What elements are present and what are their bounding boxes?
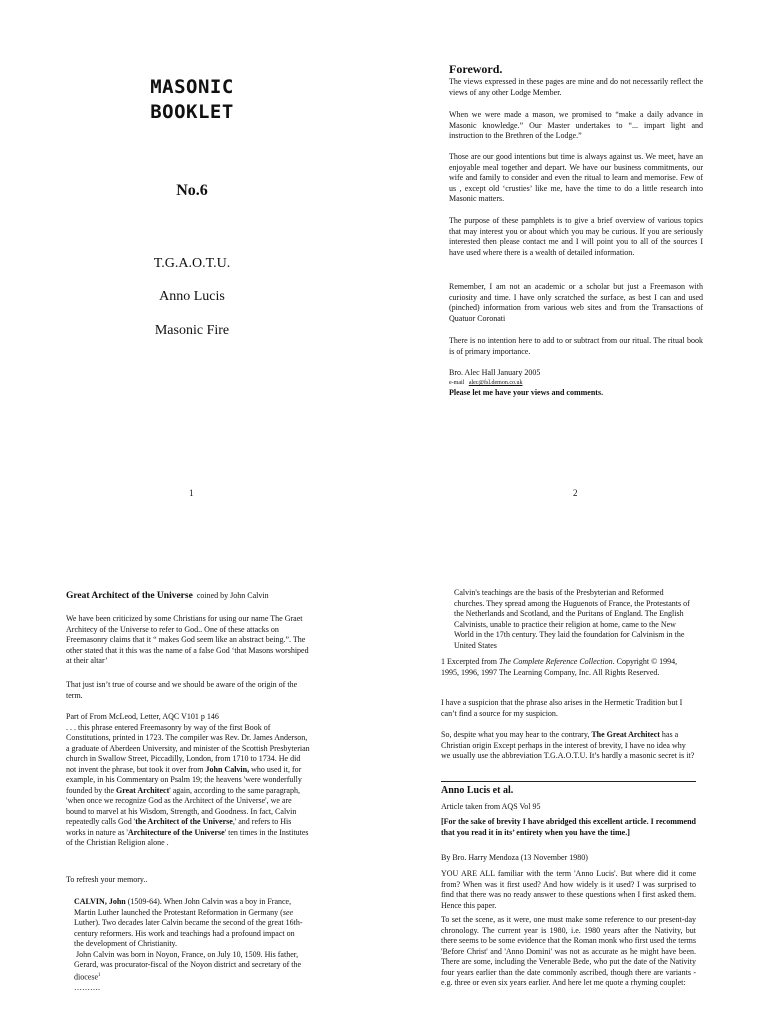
foreword-paragraph: Remember, I am not an academic or a scholar but just a Freemason with curiosity and time. I have only scratched the surface, as best I can and used (pinched) information from various web sites and from the Transactions of Quatuor Coronati — [449, 282, 703, 323]
booklet-title-line-1: MASONIC — [150, 76, 234, 98]
foreword-paragraph: The views expressed in these pages are mine and do not necessarily reflect the views of any other Lodge Member. — [449, 77, 703, 97]
closing-request: Please let me have your views and comments. — [449, 388, 604, 397]
foreword-paragraph: There is no intention here to add to or subtract from our ritual. The ritual book is of primary importance. — [449, 336, 703, 356]
section-divider — [441, 781, 696, 782]
paragraph-chronology: To set the scene, as it were, one must make some reference to our present-day chronology. The current year is 1980, i.e. 1980 years after the Nativity, but there seems to be some evidence that the Roman monk who first used the terms 'Before Christ' and 'Anno Domini' was not as accurate as he might have been. There are some, including the Venerable Bede, who put the date of the Nativity four years earlier than the date commonly ascribed, though there are variants - e.g. three or even six years earlier. And here let me quote a rhyming couplet: — [441, 915, 696, 987]
topic-anno-lucis: Anno Lucis — [159, 289, 225, 304]
heading-note: coined by John Calvin — [196, 591, 269, 600]
foreword-paragraph: Those are our good intentions but time is always against us. We meet, have an enjoyable meal together and depart. We have our business commitments, our wife and family to consider and even the ritual to learn and memorise. Few of us , except old ‘crusties’ like me, have the time to do a little research into Masonic matters. — [449, 152, 703, 203]
foreword-heading: Foreword. — [449, 62, 503, 76]
email-label: e-mail — [449, 380, 465, 386]
calvin-continued: Calvin's teachings are the basis of the Presbyterian and Reformed churches. They spread among the Huguenots of France, the Protestants of the Netherlands and Scotland, and the Puritans of England. The English Calvinists, unable to practice their religion at home, came to the New World in the 17th century. They laid the foundation for Calvinism in the United States — [454, 588, 690, 650]
paragraph-origin: That just isn’t true of course and we should be aware of the origin of the term. — [66, 680, 298, 700]
page-1-cover — [0, 0, 384, 512]
foreword-paragraph: The purpose of these pamphlets is to give a brief overview of various topics that may interest you or about which you may be curious. If you are seriously interested then please contact me and I will point you to all of the sources I have used where there is a wealth of detailed information. — [449, 216, 703, 257]
page-4-anno-lucis — [384, 512, 768, 1024]
heading-great-architect: Great Architect of the Universe — [66, 591, 193, 601]
refresh-memory: To refresh your memory.. — [66, 875, 148, 884]
signature: Bro. Alec Hall January 2005 — [449, 368, 541, 377]
paragraph-suspicion: I have a suspicion that the phrase also arises in the Hermetic Tradition but I can’t find a source for my suspicion. — [441, 698, 683, 718]
booklet-number: No.6 — [176, 182, 208, 199]
paragraph-mcleod: Part of From McLeod, Letter, AQC V101 p 146 . . . this phrase entered Freemasonry by way of the first Book of Constitutions, printed in 1723. The compiler was Rev. Dr. James Anderson, a graduate of Aberdeen University, and minister of the Scottish Presbyterian church in Swallow Street, Piccadilly, London, from 1710 to 1734. He did not invent the phrase, but took it over from John Calvin, who used it, for example, in his Commentary on Psalm 19; the heavens 'were wonderfully founded by the Great Architect' again, according to the same paragraph, 'when once we recognize God as the Architect of the Universe', we are bound to marvel at his Wisdom, Strength, and Goodness. In fact, Calvin repeatedly calls God 'the Architect of the Universe,' and refers to His works in nature as 'Architecture of the Universe' ten times in the Institutes of the Christian Religion alone . — [66, 712, 310, 847]
editor-note: [For the sake of brevity I have abridged this excellent article. I recommend that you read it in its’ entirety when you have the time.] — [441, 817, 696, 837]
paragraph-despite: So, despite what you may hear to the contrary, The Great Architect has a Christian origin Except perhaps in the interest of brevity, I have no idea why we usually use the abbreviation T.G.A.O.T.U. It’s hardly a masonic secret is it? — [441, 730, 695, 760]
booklet-title-line-2: BOOKLET — [150, 101, 234, 123]
page-3-great-architect — [0, 512, 384, 1024]
email-link[interactable]: alec@fsl.demon.co.uk — [468, 380, 523, 386]
page-2-foreword — [384, 0, 768, 512]
byline: By Bro. Harry Mendoza (13 November 1980) — [441, 853, 588, 862]
page-number: 1 — [189, 488, 194, 498]
page-number: 2 — [573, 488, 578, 498]
paragraph-anno-lucis-intro: YOU ARE ALL familiar with the term 'Anno Lucis'. But where did it come from? When was it first used? And how widely is it used? I was surprised to find that there was no ready answer to these questions when I first asked them. Hence this paper. — [441, 869, 696, 910]
footnote: 1 Excerpted from The Complete Reference Collection. Copyright © 1994, 1995, 1996, 1997 The Learning Company, Inc. All Rights Reserved. — [441, 657, 678, 677]
topic-tgaotu: T.G.A.O.T.U. — [153, 256, 231, 271]
topic-masonic-fire: Masonic Fire — [154, 323, 230, 338]
article-source: Article taken from AQS Vol 95 — [441, 802, 541, 811]
section-heading — [66, 591, 312, 602]
foreword-paragraph: When we were made a mason, we promised to “make a daily advance in Masonic knowledge.” Our Master undertakes to “... impart light and instruction to the Brethren of the Lodge.” — [449, 110, 703, 140]
paragraph-criticism: We have been criticized by some Christians for using our name The Graet Architecy of the Universe to refer to God.. One of these attacks on Freemasonry claims that it “ makes God seem like an abstract being.”. The other stated that it this was the name of a false God ‘that Masons worshiped at their altar’ — [66, 614, 309, 665]
heading-anno-lucis: Anno Lucis et al. — [441, 785, 514, 796]
calvin-excerpt: CALVIN, John (1509-64). When John Calvin was a boy in France, Martin Luther launched the Protestant Reformation in Germany (see Luther). Two decades later Calvin became the second of the great 16th-century reformers. His work and teachings had a profound impact on the development of Christianity. John Calvin was born in Noyon, France, on July 10, 1509. His father, Gerard, was procurator-fiscal of the Noyon district and secretary of the diocese$^1$ ………. — [74, 897, 303, 992]
email-line — [449, 379, 703, 387]
